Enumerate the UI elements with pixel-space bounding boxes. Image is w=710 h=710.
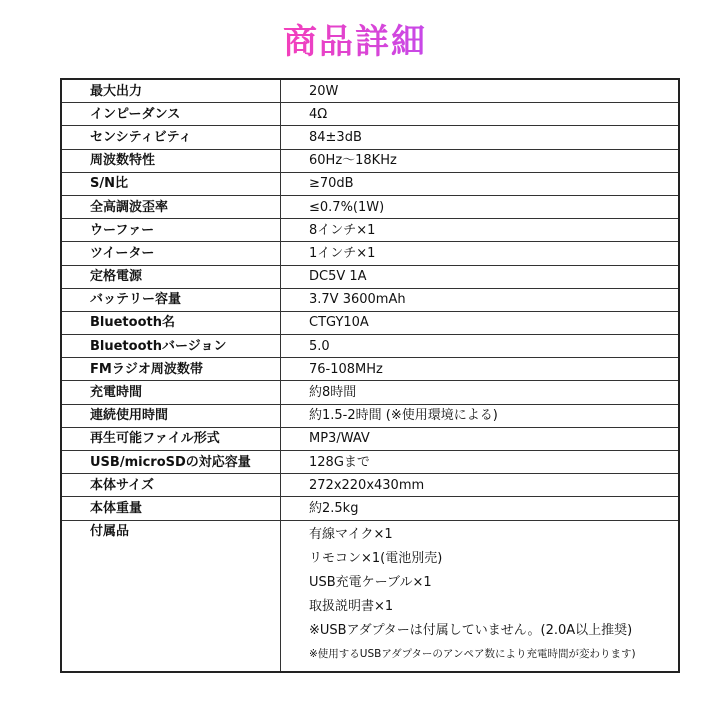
spec-value: MP3/WAV — [281, 427, 680, 450]
table-row — [61, 381, 679, 404]
page-title: 商品詳細 — [0, 14, 710, 63]
spec-value: 1インチ×1 — [281, 242, 680, 265]
spec-value: 76-108MHz — [281, 358, 680, 381]
accessory-item: ※USBアダプターは付属していません。(2.0A以上推奨) — [309, 622, 633, 638]
spec-label: ウーファー — [61, 219, 281, 242]
table-row — [61, 427, 679, 450]
table-row — [61, 335, 679, 358]
spec-label: Bluetooth名 — [61, 311, 281, 334]
table-row — [61, 172, 679, 195]
table-row — [61, 451, 679, 474]
spec-value: 8インチ×1 — [281, 219, 680, 242]
table-row — [61, 497, 679, 520]
spec-label: USB/microSDの対応容量 — [61, 451, 281, 474]
spec-label: 本体サイズ — [61, 474, 281, 497]
table-row — [61, 126, 679, 149]
spec-label: FMラジオ周波数帯 — [61, 358, 281, 381]
table-row — [61, 474, 679, 497]
accessory-item: リモコン×1(電池別売) — [309, 550, 443, 566]
spec-label: S/N比 — [61, 172, 281, 195]
spec-value: 約1.5-2時間 (※使用環境による) — [281, 404, 680, 427]
table-row — [61, 288, 679, 311]
spec-label: ツイーター — [61, 242, 281, 265]
spec-label: Bluetoothバージョン — [61, 335, 281, 358]
spec-value: 272x220x430mm — [281, 474, 680, 497]
spec-label: インピーダンス — [61, 103, 281, 126]
spec-value: CTGY10A — [281, 311, 680, 334]
spec-label: バッテリー容量 — [61, 288, 281, 311]
table-row — [61, 103, 679, 126]
accessories-label: 付属品 — [61, 520, 281, 672]
spec-value: 60Hz～18KHz — [281, 149, 680, 172]
table-row — [61, 265, 679, 288]
spec-label: 全高調波歪率 — [61, 195, 281, 218]
table-row — [61, 79, 679, 103]
table-row — [61, 149, 679, 172]
spec-value: ≤0.7%(1W) — [281, 195, 680, 218]
spec-value: ≥70dB — [281, 172, 680, 195]
spec-label: 周波数特性 — [61, 149, 281, 172]
table-row — [61, 311, 679, 334]
table-row — [61, 358, 679, 381]
spec-value: 20W — [281, 79, 680, 103]
accessories-list — [281, 520, 680, 672]
table-row — [61, 404, 679, 427]
accessories-row — [61, 520, 679, 672]
table-row — [61, 195, 679, 218]
spec-value: 84±3dB — [281, 126, 680, 149]
spec-value: DC5V 1A — [281, 265, 680, 288]
spec-value: 128Gまで — [281, 451, 680, 474]
spec-label: 本体重量 — [61, 497, 281, 520]
spec-label: 定格電源 — [61, 265, 281, 288]
accessory-note: ※使用するUSBアダプターのアンペア数により充電時間が変わります) — [309, 647, 636, 660]
table-row — [61, 242, 679, 265]
accessory-item: 有線マイク×1 — [309, 526, 393, 542]
spec-value: 5.0 — [281, 335, 680, 358]
table-row — [61, 219, 679, 242]
spec-label: 充電時間 — [61, 381, 281, 404]
spec-table — [60, 78, 680, 673]
spec-value: 約2.5kg — [281, 497, 680, 520]
spec-label: 連続使用時間 — [61, 404, 281, 427]
spec-value: 3.7V 3600mAh — [281, 288, 680, 311]
accessory-item: 取扱説明書×1 — [309, 598, 394, 614]
spec-label: 再生可能ファイル形式 — [61, 427, 281, 450]
spec-label: 最大出力 — [61, 79, 281, 103]
spec-value: 4Ω — [281, 103, 680, 126]
spec-value: 約8時間 — [281, 381, 680, 404]
accessory-item: USB充電ケーブル×1 — [309, 574, 432, 590]
spec-label: センシティビティ — [61, 126, 281, 149]
